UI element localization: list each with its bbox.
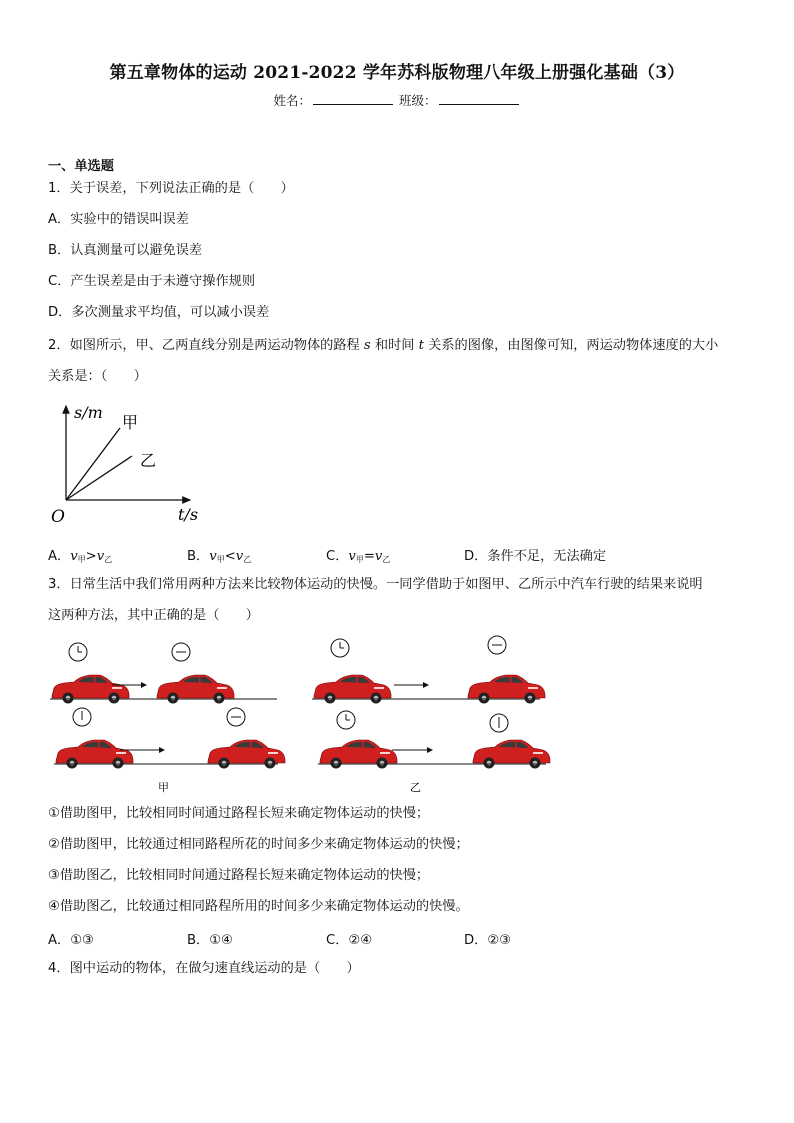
q3-option-b[interactable]: B．①④: [187, 933, 233, 948]
clock-icon: [490, 714, 508, 732]
fig-label-yi: 乙: [410, 781, 421, 794]
q2-option-c[interactable]: C．$v_甲=v_乙$: [326, 549, 391, 564]
line-jia: [66, 428, 120, 500]
x-axis-label: t/s: [178, 505, 199, 524]
q2-option-a[interactable]: A．$v_甲>v_乙$: [48, 549, 113, 564]
name-class-row: [0, 91, 794, 109]
clock-icon: [488, 636, 506, 654]
fig-label-jia: 甲: [158, 781, 169, 794]
clock-icon: [172, 643, 190, 661]
q2-stem-line2: 关系是：（ ）: [48, 369, 147, 384]
q3-statement-4: ④借助图乙，比较通过相同路程所用的时间多少来确定物体运动的快慢。: [48, 899, 469, 914]
q3-option-d[interactable]: D．②③: [464, 933, 511, 948]
q2-option-d[interactable]: D．条件不足，无法确定: [464, 549, 607, 564]
clock-icon: [331, 639, 349, 657]
clock-icon: [227, 708, 245, 726]
clock-icon: [69, 643, 87, 661]
q3-stem: 3．日常生活中我们常用两种方法来比较物体运动的快慢。一同学借助于如图甲、乙所示中汽车行驶的结果来说明: [48, 577, 703, 592]
label-yi: 乙: [140, 451, 157, 470]
q4-stem: 4．图中运动的物体，在做匀速直线运动的是（ ）: [48, 961, 360, 976]
q3-statement-1: ①借助图甲，比较相同时间通过路程长短来确定物体运动的快慢；: [48, 806, 430, 821]
label-jia: 甲: [122, 413, 139, 432]
q3-stem-line2: 这两种方法，其中正确的是（ ）: [48, 608, 259, 623]
name-blank[interactable]: [313, 93, 393, 105]
q3-car-figures: [40, 634, 560, 804]
clock-icon: [73, 708, 91, 726]
line-yi: [66, 456, 132, 500]
name-label: 姓名：: [273, 93, 311, 108]
q1-option-a[interactable]: A．实验中的错误叫误差: [48, 212, 189, 227]
q3-statement-3: ③借助图乙，比较相同时间通过路程长短来确定物体运动的快慢；: [48, 868, 430, 883]
q1-option-d[interactable]: D．多次测量求平均值，可以减小误差: [48, 305, 270, 320]
q1-stem: 1．关于误差，下列说法正确的是（ ）: [48, 181, 294, 196]
y-axis-label: s/m: [74, 403, 103, 422]
q2-stem: 2．如图所示，甲、乙两直线分别是两运动物体的路程 s 和时间 t 关系的图像，由图像可知，两运动物体速度的大小: [48, 338, 719, 353]
class-label: 班级：: [398, 93, 437, 108]
origin-label: O: [51, 507, 65, 527]
q2-option-b[interactable]: B．$v_甲<v_乙$: [187, 549, 252, 564]
q3-statement-2: ②借助图甲，比较通过相同路程所花的时间多少来确定物体运动的快慢；: [48, 837, 469, 852]
section-title: 一、单选题: [48, 159, 114, 174]
q3-option-a[interactable]: A．①③: [48, 933, 94, 948]
q1-option-b[interactable]: B．认真测量可以避免误差: [48, 243, 203, 258]
q3-option-c[interactable]: C．②④: [326, 933, 373, 948]
q2-st-graph: [48, 398, 208, 528]
q1-option-c[interactable]: C．产生误差是由于未遵守操作规则: [48, 274, 256, 289]
class-blank[interactable]: [439, 93, 519, 105]
page-title: 第五章物体的运动 2021-2022 学年苏科版物理八年级上册强化基础（3）: [109, 63, 685, 83]
clock-icon: [337, 711, 355, 729]
